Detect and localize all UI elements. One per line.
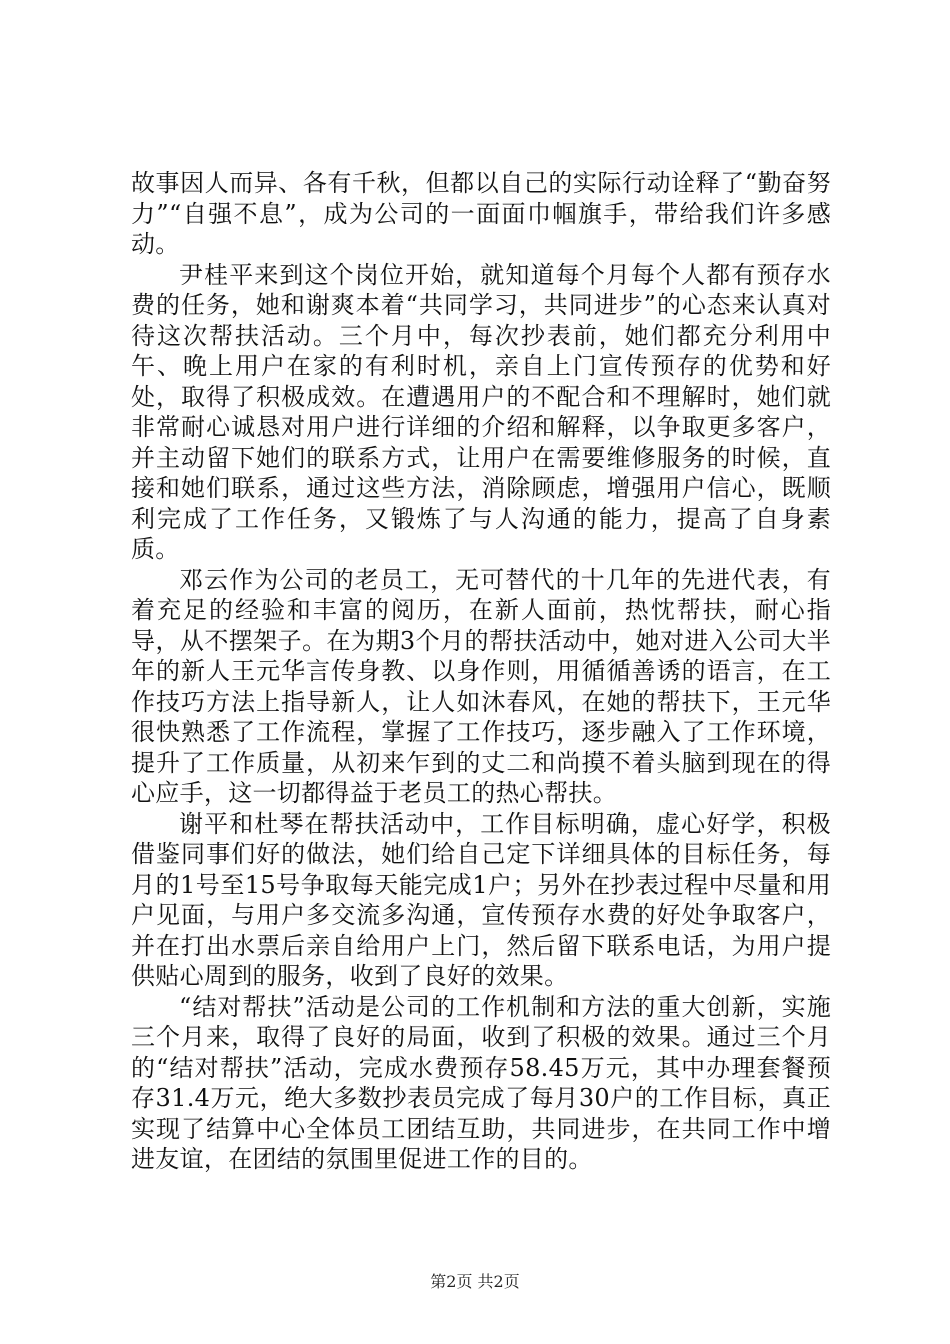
document-body: [131, 168, 831, 1175]
page-footer: 第2页 共2页: [430, 1272, 520, 1291]
paragraph-4: 谢平和杜琴在帮扶活动中，工作目标明确，虚心好学，积极借鉴同事们好的做法，她们给自己定下详细具体的目标任务，每月的1号至15号争取每天能完成1户；另外在抄表过程中尽量和用户见面，与用户多交流多沟通，宣传预存水费的好处争取客户，并在打出水票后亲自给用户上门，然后留下联系电话，为用户提供贴心周到的服务，收到了良好的效果。: [131, 809, 831, 990]
paragraph-3: 邓云作为公司的老员工，无可替代的十几年的先进代表，有着充足的经验和丰富的阅历，在新人面前，热忱帮扶，耐心指导，从不摆架子。在为期3个月的帮扶活动中，她对进入公司大半年的新人王元华言传身教、以身作则，用循循善诱的语言，在工作技巧方法上指导新人，让人如沐春风，在她的帮扶下，王元华很快熟悉了工作流程，掌握了工作技巧，逐步融入了工作环境，提升了工作质量，从初来乍到的丈二和尚摸不着头脑到现在的得心应手，这一切都得益于老员工的热心帮扶。: [131, 565, 831, 807]
paragraph-1: 故事因人而异、各有千秋，但都以自己的实际行动诠释了“勤奋努力”“自强不息”，成为公司的一面面巾帼旗手，带给我们许多感动。: [131, 169, 831, 258]
paragraph-2: 尹桂平来到这个岗位开始，就知道每个月每个人都有预存水费的任务，她和谢爽本着“共同学习，共同进步”的心态来认真对待这次帮扶活动。三个月中，每次抄表前，她们都充分利用中午、晚上用户在家的有利时机，亲自上门宣传预存的优势和好处，取得了积极成效。在遭遇用户的不配合和不理解时，她们就非常耐心诚恳对用户进行详细的介绍和解释，以争取更多客户，并主动留下她们的联系方式，让用户在需要维修服务的时候，直接和她们联系，通过这些方法，消除顾虑，增强用户信心，既顺利完成了工作任务，又锻炼了与人沟通的能力，提高了自身素质。: [131, 260, 831, 563]
paragraph-5: “结对帮扶”活动是公司的工作机制和方法的重大创新，实施三个月来，取得了良好的局面，收到了积极的效果。通过三个月的“结对帮扶”活动，完成水费预存58.45万元，其中办理套餐预存31.4万元，绝大多数抄表员完成了每月30户的工作目标，真正实现了结算中心全体员工团结互助，共同进步，在共同工作中增进友谊，在团结的氛围里促进工作的目的。: [131, 992, 831, 1173]
